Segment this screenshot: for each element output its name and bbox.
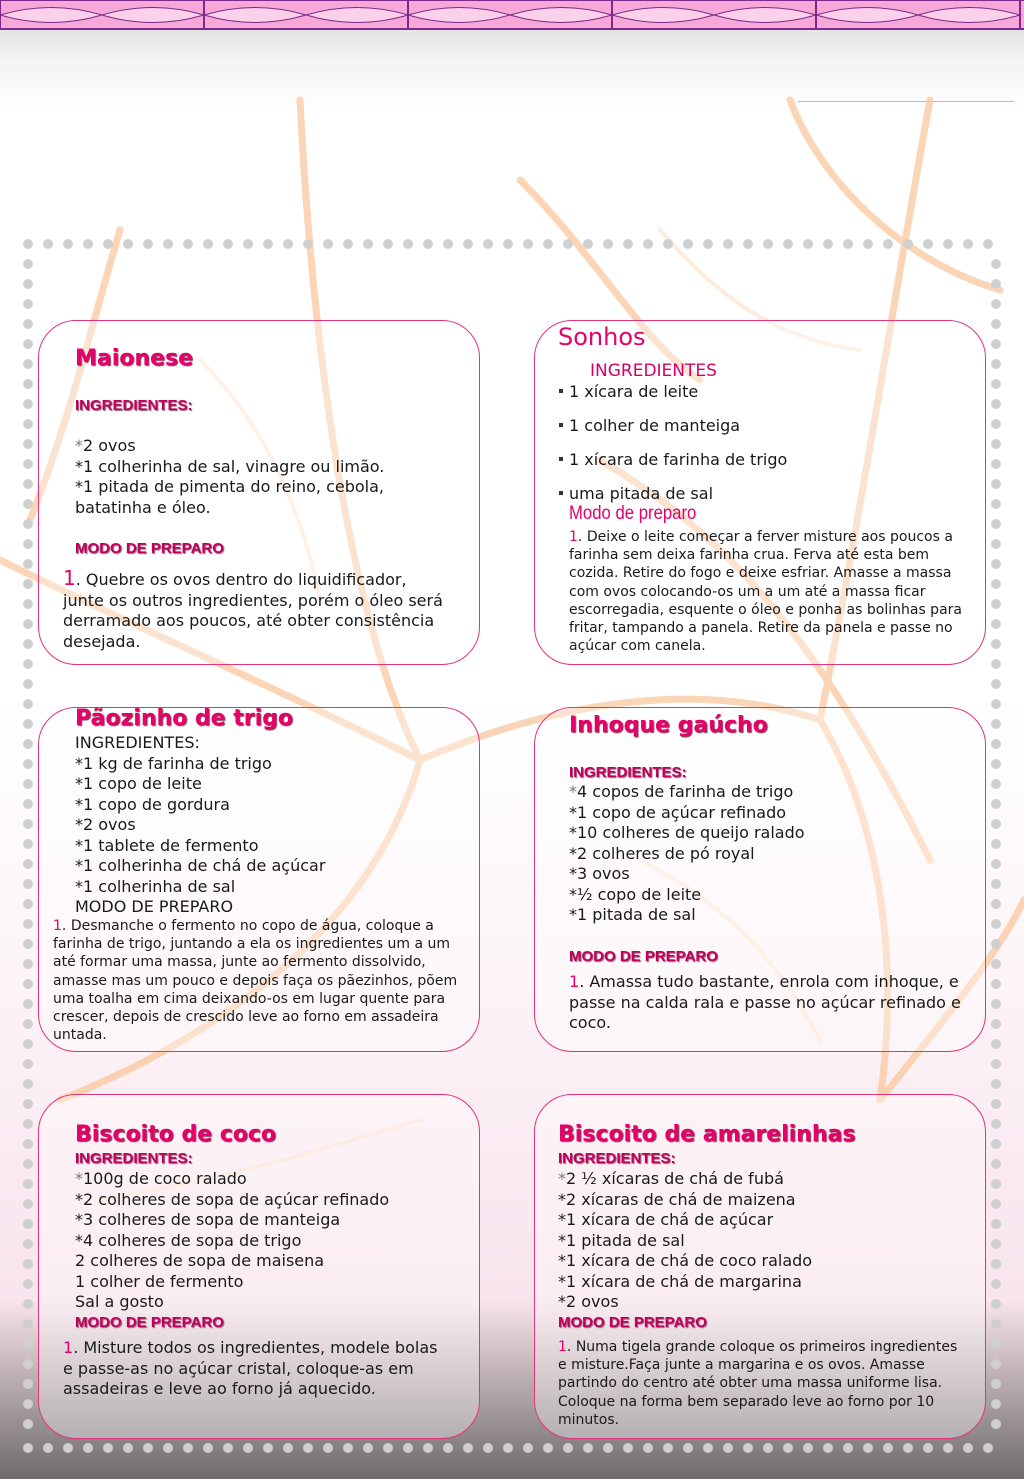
list-item: 1 xícara de farinha de trigo xyxy=(559,450,787,484)
list-item: *3 colheres de sopa de manteiga xyxy=(75,1210,341,1229)
biscoito-coco-method-header: MODO DE PREPARO xyxy=(75,1314,224,1331)
maionese-title: Maionese xyxy=(75,346,193,371)
list-item: *4 colheres de sopa de trigo xyxy=(75,1230,302,1250)
maionese-ingredients-header: INGREDIENTES: xyxy=(75,397,193,414)
inhoque-method-text: 1. Amassa tudo bastante, enrola com inhoque, e passe na calda rala e passe no açúcar refinado e coco. xyxy=(569,972,961,1032)
list-item: *1 xícara de chá de açúcar xyxy=(558,1210,774,1229)
list-item: *1 xícara de chá de margarina xyxy=(558,1271,802,1291)
list-item: *1 xícara de chá de coco ralado xyxy=(558,1251,813,1270)
list-item: *1 copo de açúcar refinado xyxy=(569,802,787,822)
list-item: *2 ovos xyxy=(75,436,136,455)
inhoque-method-header: MODO DE PREPARO xyxy=(569,948,718,965)
biscoito-amarelinhas-ingredients-header: INGREDIENTES: xyxy=(558,1150,676,1167)
biscoito-coco-method-text: 1. Misture todos os ingredientes, modele bolas e passe-as no açúcar cristal, coloque-as em assadeiras e leve ao forno já aquecido. xyxy=(63,1338,438,1398)
list-item: 2 colheres de sopa de maisena xyxy=(75,1251,325,1270)
list-item: *1 pitada de sal xyxy=(558,1230,685,1250)
list-item: *½ copo de leite xyxy=(569,884,702,904)
biscoito-coco-title: Biscoito de coco xyxy=(75,1122,277,1147)
paozinho-ingredients-header: INGREDIENTES: xyxy=(75,733,200,752)
sonhos-method-header: Modo de preparo xyxy=(569,503,697,524)
list-item: batatinha e óleo. xyxy=(75,497,211,517)
biscoito-amarelinhas-method-text: 1. Numa tigela grande coloque os primeiros ingredientes e misture.Faça junte a margarina e os ovos. Amasse partindo do centro até obter uma massa uniforme lisa. Coloque na forma bem separado leve ao forno por 10 minutos. xyxy=(558,1339,958,1428)
list-item: *1 pitada de sal xyxy=(569,905,696,924)
list-item: *1 pitada de pimenta do reino, cebola, xyxy=(75,477,384,496)
list-item: Sal a gosto xyxy=(75,1292,164,1311)
list-item: *4 copos de farinha de trigo xyxy=(569,782,794,801)
list-item: *2 xícaras de chá de maizena xyxy=(558,1189,796,1209)
list-item: 1 colher de manteiga xyxy=(559,416,787,450)
biscoito-coco-ingredients xyxy=(75,1169,389,1313)
list-item: *2 colheres de sopa de açúcar refinado xyxy=(75,1189,390,1209)
list-item: *100g de coco ralado xyxy=(75,1169,247,1188)
list-item: *1 copo de leite xyxy=(75,774,202,793)
biscoito-amarelinhas-title: Biscoito de amarelinhas xyxy=(558,1122,856,1147)
paozinho-title: Pãozinho de trigo xyxy=(75,706,294,731)
list-item: 1 xícara de leite xyxy=(559,382,787,416)
list-item: uma pitada de sal xyxy=(559,484,787,506)
list-item: *2 colheres de pó royal xyxy=(569,843,755,863)
paozinho-method-text: 1. Desmanche o fermento no copo de água, coloque a farinha de trigo, juntando a ela os ingredientes um a um até formar uma massa, junte ao fermento dissolvido, amasse mas um pouco e depois faça os pãezinhos, põem uma toalha em cima deixando-os em lugar quente para crescer, depois de crescido leve ao forno em assadeira untada. xyxy=(53,918,458,1044)
inhoque-ingredients xyxy=(569,782,805,926)
paozinho-ingredients xyxy=(75,733,325,918)
list-item: *1 colherinha de sal, vinagre ou limão. xyxy=(75,456,385,476)
inhoque-ingredients-header: INGREDIENTES: xyxy=(569,764,687,781)
list-item: *1 copo de gordura xyxy=(75,794,230,814)
sonhos-ingredients xyxy=(559,382,787,506)
list-item: *1 tablete de fermento xyxy=(75,835,259,855)
list-item: *1 kg de farinha de trigo xyxy=(75,753,272,773)
list-item: *2 ½ xícaras de chá de fubá xyxy=(558,1169,784,1188)
inhoque-title: Inhoque gaúcho xyxy=(569,713,768,738)
sonhos-ingredients-header: INGREDIENTES xyxy=(590,361,717,381)
sonhos-title: Sonhos xyxy=(558,323,646,351)
maionese-ingredients xyxy=(75,436,384,518)
maionese-method-text: 1. Quebre os ovos dentro do liquidificador, junte os outros ingredientes, porém o óleo será derramado aos poucos, até obter consistência desejada. xyxy=(63,566,443,651)
list-item: *1 colherinha de sal xyxy=(75,876,236,896)
biscoito-amarelinhas-method-header: MODO DE PREPARO xyxy=(558,1314,707,1331)
list-item: *1 colherinha de chá de açúcar xyxy=(75,856,326,875)
list-item: *2 ovos xyxy=(558,1292,619,1311)
list-item: 1 colher de fermento xyxy=(75,1271,244,1291)
sonhos-method-text: 1. Deixe o leite começar a ferver misture aos poucos a farinha sem deixa farinha crua. Ferva até esta bem cozida. Retire do fogo e deixe esfriar. Amasse a massa com ovos colocando-os um a um até a massa ficar escorregadia, esquente o óleo e ponha as bolinhas para fritar, tampando a panela. Retire da panela e passe no açúcar com canela. xyxy=(569,529,962,655)
list-item: *2 ovos xyxy=(75,815,136,834)
list-item: *10 colheres de queijo ralado xyxy=(569,823,805,842)
biscoito-amarelinhas-ingredients xyxy=(558,1169,812,1313)
paozinho-method-header: MODO DE PREPARO xyxy=(75,897,234,916)
biscoito-coco-ingredients-header: INGREDIENTES: xyxy=(75,1150,193,1167)
maionese-method-header: MODO DE PREPARO xyxy=(75,540,224,557)
list-item: *3 ovos xyxy=(569,864,630,883)
